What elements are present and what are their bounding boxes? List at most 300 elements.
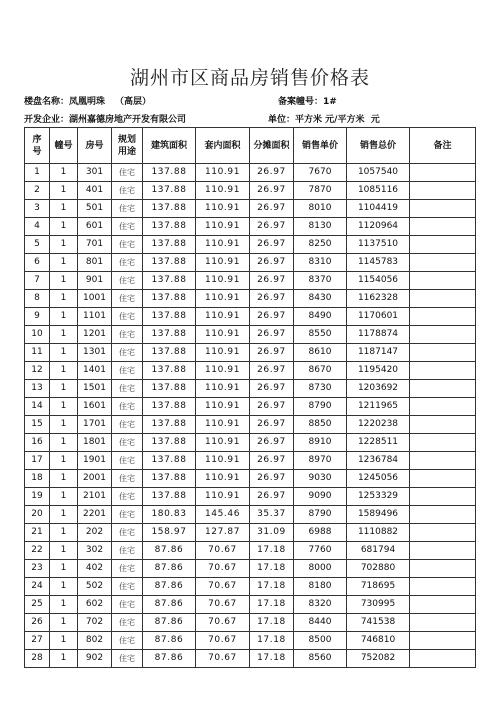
- cell-remark: [410, 254, 476, 272]
- cell-remark: [410, 326, 476, 344]
- cell-building: 1: [50, 290, 78, 308]
- cell-unit-price: 8670: [294, 362, 347, 380]
- cell-shared-area: 26.97: [250, 416, 294, 434]
- cell-room: 902: [78, 650, 112, 668]
- cell-building: 1: [50, 416, 78, 434]
- cell-inner-area: 70.67: [196, 578, 250, 596]
- cell-room: 1001: [78, 290, 112, 308]
- cell-building: 1: [50, 254, 78, 272]
- cell-room: 802: [78, 632, 112, 650]
- header-gross-area: 建筑面积: [143, 128, 196, 164]
- cell-gross-area: 180.83: [143, 506, 196, 524]
- cell-shared-area: 31.09: [250, 524, 294, 542]
- table-row: [25, 326, 476, 344]
- cell-total-price: 1137510: [347, 236, 410, 254]
- cell-room: 2001: [78, 470, 112, 488]
- cell-remark: [410, 290, 476, 308]
- cell-use: 住宅: [112, 290, 143, 308]
- cell-use: 住宅: [112, 632, 143, 650]
- unit-currency: 元: [370, 115, 380, 125]
- cell-use: 住宅: [112, 218, 143, 236]
- cell-remark: [410, 380, 476, 398]
- cell-seq: 10: [25, 326, 50, 344]
- developer-value: 湖州嘉德房地产开发有限公司: [69, 115, 187, 125]
- table-row: [25, 560, 476, 578]
- cell-use: 住宅: [112, 650, 143, 668]
- header-remark: 备注: [410, 128, 476, 164]
- cell-gross-area: 137.88: [143, 272, 196, 290]
- cell-use: 住宅: [112, 380, 143, 398]
- cell-shared-area: 17.18: [250, 650, 294, 668]
- cell-inner-area: 110.91: [196, 254, 250, 272]
- table-row: [25, 398, 476, 416]
- cell-seq: 6: [25, 254, 50, 272]
- cell-gross-area: 87.86: [143, 614, 196, 632]
- cell-inner-area: 110.91: [196, 272, 250, 290]
- table-row: [25, 434, 476, 452]
- cell-total-price: 1195420: [347, 362, 410, 380]
- cell-gross-area: 137.88: [143, 218, 196, 236]
- cell-total-price: 1178874: [347, 326, 410, 344]
- cell-unit-price: 8850: [294, 416, 347, 434]
- table-row: [25, 506, 476, 524]
- cell-unit-price: 7670: [294, 164, 347, 182]
- cell-total-price: 1154056: [347, 272, 410, 290]
- table-row: [25, 344, 476, 362]
- cell-shared-area: 26.97: [250, 164, 294, 182]
- cell-shared-area: 26.97: [250, 272, 294, 290]
- cell-building: 1: [50, 488, 78, 506]
- cell-room: 301: [78, 164, 112, 182]
- cell-shared-area: 26.97: [250, 290, 294, 308]
- cell-seq: 7: [25, 272, 50, 290]
- cell-gross-area: 137.88: [143, 398, 196, 416]
- cell-room: 1201: [78, 326, 112, 344]
- cell-building: 1: [50, 164, 78, 182]
- cell-inner-area: 110.91: [196, 218, 250, 236]
- table-row: [25, 452, 476, 470]
- cell-seq: 14: [25, 398, 50, 416]
- cell-remark: [410, 182, 476, 200]
- cell-total-price: 1110882: [347, 524, 410, 542]
- cell-gross-area: 137.88: [143, 380, 196, 398]
- building-number-line: [278, 94, 337, 107]
- cell-room: 801: [78, 254, 112, 272]
- table-body: [25, 164, 476, 668]
- cell-unit-price: 8180: [294, 578, 347, 596]
- developer-line: [24, 112, 186, 125]
- cell-inner-area: 70.67: [196, 614, 250, 632]
- cell-inner-area: 110.91: [196, 290, 250, 308]
- cell-building: 1: [50, 560, 78, 578]
- cell-inner-area: 110.91: [196, 470, 250, 488]
- cell-building: 1: [50, 506, 78, 524]
- cell-total-price: 1085116: [347, 182, 410, 200]
- header-room: 房号: [78, 128, 112, 164]
- cell-shared-area: 26.97: [250, 380, 294, 398]
- cell-use: 住宅: [112, 596, 143, 614]
- table-row: [25, 236, 476, 254]
- cell-room: 702: [78, 614, 112, 632]
- cell-building: 1: [50, 272, 78, 290]
- cell-building: 1: [50, 362, 78, 380]
- cell-seq: 24: [25, 578, 50, 596]
- cell-building: 1: [50, 632, 78, 650]
- cell-use: 住宅: [112, 578, 143, 596]
- cell-remark: [410, 614, 476, 632]
- header-total-price: 销售总价: [347, 128, 410, 164]
- cell-total-price: 1589496: [347, 506, 410, 524]
- cell-inner-area: 110.91: [196, 236, 250, 254]
- cell-inner-area: 70.67: [196, 560, 250, 578]
- cell-gross-area: 137.88: [143, 362, 196, 380]
- cell-use: 住宅: [112, 272, 143, 290]
- unit-label: 单位：: [268, 115, 296, 125]
- cell-seq: 25: [25, 596, 50, 614]
- table-row: [25, 578, 476, 596]
- cell-total-price: 702880: [347, 560, 410, 578]
- cell-gross-area: 137.88: [143, 164, 196, 182]
- cell-room: 202: [78, 524, 112, 542]
- cell-remark: [410, 236, 476, 254]
- unit-area: 平方米: [295, 115, 323, 125]
- cell-total-price: 746810: [347, 632, 410, 650]
- cell-unit-price: 8320: [294, 596, 347, 614]
- cell-building: 1: [50, 524, 78, 542]
- cell-gross-area: 137.88: [143, 470, 196, 488]
- cell-use: 住宅: [112, 488, 143, 506]
- cell-gross-area: 87.86: [143, 542, 196, 560]
- cell-remark: [410, 578, 476, 596]
- table-row: [25, 290, 476, 308]
- cell-remark: [410, 596, 476, 614]
- building-label: 备案幢号：: [278, 97, 324, 107]
- project-name: 凤凰明珠: [69, 97, 106, 107]
- cell-total-price: 1187147: [347, 344, 410, 362]
- cell-seq: 23: [25, 560, 50, 578]
- cell-seq: 15: [25, 416, 50, 434]
- header-seq: 序号: [25, 128, 50, 164]
- cell-seq: 9: [25, 308, 50, 326]
- cell-seq: 17: [25, 452, 50, 470]
- table-row: [25, 362, 476, 380]
- cell-shared-area: 26.97: [250, 488, 294, 506]
- cell-use: 住宅: [112, 308, 143, 326]
- header-unit-price: 销售单价: [294, 128, 347, 164]
- cell-inner-area: 110.91: [196, 416, 250, 434]
- cell-inner-area: 145.46: [196, 506, 250, 524]
- project-type: （高层）: [115, 97, 152, 107]
- cell-room: 701: [78, 236, 112, 254]
- cell-gross-area: 137.88: [143, 434, 196, 452]
- header-use: 规划用途: [112, 128, 143, 164]
- cell-unit-price: 6988: [294, 524, 347, 542]
- cell-gross-area: 137.88: [143, 200, 196, 218]
- table-row: [25, 272, 476, 290]
- cell-inner-area: 110.91: [196, 308, 250, 326]
- cell-use: 住宅: [112, 506, 143, 524]
- cell-inner-area: 70.67: [196, 632, 250, 650]
- cell-building: 1: [50, 308, 78, 326]
- table-row: [25, 488, 476, 506]
- cell-gross-area: 137.88: [143, 290, 196, 308]
- cell-shared-area: 17.18: [250, 578, 294, 596]
- cell-building: 1: [50, 614, 78, 632]
- header-shared-area: 分摊面积: [250, 128, 294, 164]
- cell-unit-price: 8430: [294, 290, 347, 308]
- cell-shared-area: 17.18: [250, 596, 294, 614]
- cell-unit-price: 8310: [294, 254, 347, 272]
- cell-use: 住宅: [112, 542, 143, 560]
- table-row: [25, 182, 476, 200]
- cell-remark: [410, 164, 476, 182]
- cell-gross-area: 137.88: [143, 344, 196, 362]
- cell-building: 1: [50, 470, 78, 488]
- cell-inner-area: 110.91: [196, 344, 250, 362]
- cell-gross-area: 87.86: [143, 596, 196, 614]
- cell-gross-area: 87.86: [143, 560, 196, 578]
- cell-unit-price: 7760: [294, 542, 347, 560]
- cell-use: 住宅: [112, 434, 143, 452]
- table-row: [25, 218, 476, 236]
- cell-building: 1: [50, 218, 78, 236]
- cell-room: 1801: [78, 434, 112, 452]
- cell-shared-area: 26.97: [250, 182, 294, 200]
- cell-remark: [410, 506, 476, 524]
- cell-total-price: 1220238: [347, 416, 410, 434]
- cell-building: 1: [50, 182, 78, 200]
- header-building: 幢号: [50, 128, 78, 164]
- table-row: [25, 632, 476, 650]
- cell-room: 402: [78, 560, 112, 578]
- cell-seq: 27: [25, 632, 50, 650]
- cell-shared-area: 17.18: [250, 542, 294, 560]
- cell-seq: 12: [25, 362, 50, 380]
- cell-inner-area: 70.67: [196, 650, 250, 668]
- cell-total-price: 1211965: [347, 398, 410, 416]
- cell-total-price: 1253329: [347, 488, 410, 506]
- cell-unit-price: 8610: [294, 344, 347, 362]
- cell-room: 502: [78, 578, 112, 596]
- cell-total-price: 1245056: [347, 470, 410, 488]
- cell-remark: [410, 632, 476, 650]
- cell-use: 住宅: [112, 326, 143, 344]
- cell-room: 1501: [78, 380, 112, 398]
- cell-use: 住宅: [112, 398, 143, 416]
- cell-shared-area: 17.18: [250, 614, 294, 632]
- cell-seq: 26: [25, 614, 50, 632]
- cell-total-price: 1228511: [347, 434, 410, 452]
- cell-unit-price: 8500: [294, 632, 347, 650]
- price-table: [24, 127, 476, 668]
- cell-seq: 13: [25, 380, 50, 398]
- cell-total-price: 1057540: [347, 164, 410, 182]
- cell-remark: [410, 362, 476, 380]
- cell-gross-area: 137.88: [143, 182, 196, 200]
- cell-room: 401: [78, 182, 112, 200]
- cell-shared-area: 26.97: [250, 254, 294, 272]
- cell-shared-area: 17.18: [250, 632, 294, 650]
- cell-unit-price: 8440: [294, 614, 347, 632]
- cell-inner-area: 110.91: [196, 434, 250, 452]
- cell-unit-price: 8550: [294, 326, 347, 344]
- cell-remark: [410, 542, 476, 560]
- cell-unit-price: 8730: [294, 380, 347, 398]
- cell-total-price: 1236784: [347, 452, 410, 470]
- cell-building: 1: [50, 542, 78, 560]
- cell-unit-price: 9090: [294, 488, 347, 506]
- cell-inner-area: 110.91: [196, 362, 250, 380]
- cell-unit-price: 9030: [294, 470, 347, 488]
- cell-building: 1: [50, 398, 78, 416]
- page-title: 湖州市区商品房销售价格表: [129, 67, 370, 89]
- cell-seq: 28: [25, 650, 50, 668]
- cell-total-price: 1203692: [347, 380, 410, 398]
- cell-use: 住宅: [112, 524, 143, 542]
- cell-unit-price: 7870: [294, 182, 347, 200]
- cell-building: 1: [50, 434, 78, 452]
- cell-inner-area: 110.91: [196, 182, 250, 200]
- cell-unit-price: 8130: [294, 218, 347, 236]
- cell-inner-area: 127.87: [196, 524, 250, 542]
- cell-inner-area: 70.67: [196, 596, 250, 614]
- cell-gross-area: 137.88: [143, 488, 196, 506]
- cell-shared-area: 26.97: [250, 200, 294, 218]
- table-header-row: [25, 128, 476, 164]
- cell-building: 1: [50, 578, 78, 596]
- cell-shared-area: 26.97: [250, 434, 294, 452]
- cell-building: 1: [50, 344, 78, 362]
- cell-seq: 2: [25, 182, 50, 200]
- cell-remark: [410, 308, 476, 326]
- cell-unit-price: 8490: [294, 308, 347, 326]
- cell-remark: [410, 650, 476, 668]
- cell-use: 住宅: [112, 470, 143, 488]
- cell-seq: 5: [25, 236, 50, 254]
- table-row: [25, 542, 476, 560]
- building-value: 1#: [323, 97, 337, 107]
- cell-remark: [410, 434, 476, 452]
- cell-total-price: 752082: [347, 650, 410, 668]
- cell-unit-price: 8000: [294, 560, 347, 578]
- header-inner-area: 套内面积: [196, 128, 250, 164]
- cell-gross-area: 137.88: [143, 416, 196, 434]
- cell-inner-area: 110.91: [196, 488, 250, 506]
- table-row: [25, 416, 476, 434]
- cell-total-price: 1170601: [347, 308, 410, 326]
- cell-seq: 16: [25, 434, 50, 452]
- cell-total-price: 718695: [347, 578, 410, 596]
- cell-building: 1: [50, 380, 78, 398]
- cell-building: 1: [50, 200, 78, 218]
- cell-total-price: 681794: [347, 542, 410, 560]
- cell-seq: 22: [25, 542, 50, 560]
- cell-room: 501: [78, 200, 112, 218]
- cell-room: 1601: [78, 398, 112, 416]
- cell-inner-area: 110.91: [196, 398, 250, 416]
- cell-use: 住宅: [112, 182, 143, 200]
- cell-use: 住宅: [112, 614, 143, 632]
- cell-gross-area: 137.88: [143, 236, 196, 254]
- cell-room: 601: [78, 218, 112, 236]
- project-label: 楼盘名称：: [24, 97, 70, 107]
- cell-remark: [410, 218, 476, 236]
- cell-shared-area: 26.97: [250, 236, 294, 254]
- cell-shared-area: 26.97: [250, 344, 294, 362]
- cell-seq: 19: [25, 488, 50, 506]
- cell-unit-price: 8010: [294, 200, 347, 218]
- cell-shared-area: 35.37: [250, 506, 294, 524]
- cell-shared-area: 26.97: [250, 308, 294, 326]
- cell-gross-area: 158.97: [143, 524, 196, 542]
- cell-room: 1101: [78, 308, 112, 326]
- cell-use: 住宅: [112, 164, 143, 182]
- cell-room: 302: [78, 542, 112, 560]
- table-row: [25, 200, 476, 218]
- cell-use: 住宅: [112, 362, 143, 380]
- cell-room: 901: [78, 272, 112, 290]
- cell-total-price: 730995: [347, 596, 410, 614]
- table-row: [25, 596, 476, 614]
- project-name-line: [24, 94, 151, 107]
- cell-unit-price: 8790: [294, 398, 347, 416]
- developer-label: 开发企业：: [24, 115, 70, 125]
- cell-building: 1: [50, 452, 78, 470]
- cell-seq: 1: [25, 164, 50, 182]
- cell-room: 602: [78, 596, 112, 614]
- cell-unit-price: 8910: [294, 434, 347, 452]
- cell-seq: 8: [25, 290, 50, 308]
- cell-total-price: 1104419: [347, 200, 410, 218]
- cell-seq: 20: [25, 506, 50, 524]
- cell-shared-area: 26.97: [250, 362, 294, 380]
- cell-total-price: 741538: [347, 614, 410, 632]
- cell-seq: 3: [25, 200, 50, 218]
- cell-remark: [410, 470, 476, 488]
- cell-gross-area: 137.88: [143, 326, 196, 344]
- cell-inner-area: 110.91: [196, 200, 250, 218]
- cell-gross-area: 137.88: [143, 452, 196, 470]
- table-row: [25, 308, 476, 326]
- cell-total-price: 1120964: [347, 218, 410, 236]
- cell-remark: [410, 398, 476, 416]
- cell-shared-area: 26.97: [250, 326, 294, 344]
- cell-gross-area: 137.88: [143, 308, 196, 326]
- cell-remark: [410, 452, 476, 470]
- cell-remark: [410, 416, 476, 434]
- table-row: [25, 524, 476, 542]
- cell-gross-area: 137.88: [143, 254, 196, 272]
- cell-room: 1701: [78, 416, 112, 434]
- cell-total-price: 1145783: [347, 254, 410, 272]
- cell-inner-area: 110.91: [196, 326, 250, 344]
- cell-shared-area: 26.97: [250, 452, 294, 470]
- cell-seq: 18: [25, 470, 50, 488]
- cell-shared-area: 26.97: [250, 218, 294, 236]
- cell-unit-price: 8250: [294, 236, 347, 254]
- cell-unit-price: 8970: [294, 452, 347, 470]
- cell-inner-area: 110.91: [196, 452, 250, 470]
- cell-remark: [410, 272, 476, 290]
- cell-unit-price: 8370: [294, 272, 347, 290]
- table-row: [25, 614, 476, 632]
- cell-use: 住宅: [112, 236, 143, 254]
- cell-use: 住宅: [112, 344, 143, 362]
- table-row: [25, 164, 476, 182]
- cell-room: 1901: [78, 452, 112, 470]
- cell-remark: [410, 200, 476, 218]
- cell-remark: [410, 524, 476, 542]
